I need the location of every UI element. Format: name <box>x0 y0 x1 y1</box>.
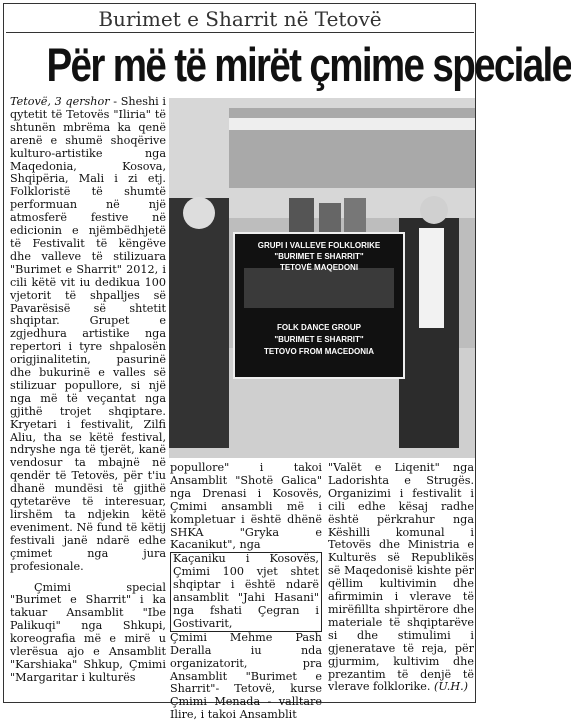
section-title: Burimet e Sharrit në Tetovë <box>6 6 474 33</box>
banner-line-5: "BURIMET E SHARRIT" <box>274 335 364 344</box>
column-2-text-b: Çmimi Mehme Pash Deralla iu nda organizatorit, pra Ansamblit "Burimet e Sharrit"- Tetovë, kurse Çmimi Menada - valltare Ilire, i takoi Ansamblit <box>170 630 322 722</box>
column-3-text: "Valët e Liqenit" nga Ladorishta e Strugës. Organizimi i festivalit i cili edhe kësaj radhe është përkrahur nga Këshilli komunal i Tetovës dhe Ministria e Kulturës së Republikës së Maqedonisë kishte për qëllim kultivimin dhe afirmimin i vlerave të mirëfillta shpirtërore dhe materiale të shqiptarëve si dhe stimulimi i gjeneratave të reja, për gjurmim, kultivim dhe prezantim të denjë të vlerave folklorike. <box>328 461 474 694</box>
article-column-2 <box>170 462 322 722</box>
article-column-3 <box>328 462 474 694</box>
column-1-text: - Sheshi i qytetit të Tetovës "Iliria" të shtunën mbrëma ka qenë arenë e shumë shoqërive kulturo-artistike nga Maqedonia, Kosova, Shqipëria, Mali i zi etj. Folkloristë të shumtë performuan në një atmosferë festive në edicionin e njëmbëdhjetë të Festivalit të këngëve dhe valleve të stilizuara "Burimet e Sharrit" 2012, i cili këtë vit iu dedikua 100 vjetorit të shpalljes së Pavarësisë së shtetit shqiptar. Grupet e zgjedhura artistike nga repertori i tyre shpalosën origjinalitetin, pasurinë dhe bukurinë e valles së stilizuar popullore, si një nga më të veçantat nga gjithë trojet shqiptare. Kryetari i festivalit, Zilfi Aliu, tha se këtë festival, ndryshe nga të tjerët, kanë vendosur ta mbajnë në qendër të Tetovës, për t'iu dhanë mundësi të gjithë qytetarëve të interesuar, lirshëm ta ndjekin këtë eveniment. Në fund të këtij festivali janë ndarë edhe çmimet nga jura profesionale. <box>10 95 166 573</box>
article-column-1 <box>10 96 166 685</box>
banner-line-4: FOLK DANCE GROUP <box>277 323 361 332</box>
banner-line-3: TETOVË MAQEDONI <box>279 263 359 272</box>
column-2-boxed-text: Kaçaniku i Kosovës, Çmimi 100 vjet shtet shqiptar i është ndarë ansamblit "Jahi Hasani" nga fshati Çegran i Gostivarit, <box>170 552 322 631</box>
column-2-text-a: popullore" i takoi Ansamblit "Shotë Galica" nga Drenasi i Kosovës, Çmimi ansambli më i kompletuar i është dhënë SHKA "Gryka e Kacanikut", nga <box>170 461 322 552</box>
headline: Për më të mirët çmime speciale <box>46 38 571 91</box>
banner-line-2: "BURIMET E SHARRIT" <box>274 252 364 261</box>
banner-line-6: TETOVO FROM MACEDONIA <box>263 347 375 356</box>
festival-photo <box>169 98 475 458</box>
column-1-text-b: Çmimi special "Burimet e Sharrit" i ka takuar Ansamblit "Ibe Palikuqi" nga Shkupi, koreografia më e mirë u vlerësua ajo e Ansamblit "Karshiaka" Shkup, Çmimi "Margaritar i kulturës <box>10 580 166 684</box>
signature: (U.H.) <box>434 680 469 694</box>
dateline: Tetovë, 3 qershor <box>10 95 110 108</box>
banner-line-1: GRUPI I VALLEVE FOLKLORIKE <box>257 241 381 250</box>
